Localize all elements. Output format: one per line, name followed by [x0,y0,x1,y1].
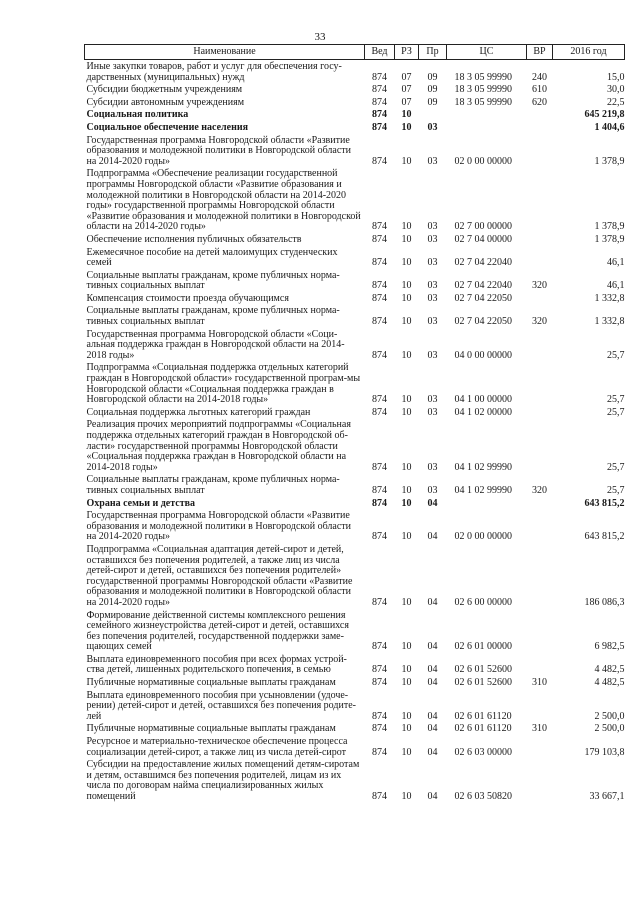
row-amount: 33 667,1 [589,791,625,802]
row-vr [527,406,553,419]
row-ved: 874 [372,71,387,83]
row-amount: 6 982,5 [594,641,625,653]
row-rz: 10 [401,791,412,802]
row-pr: 03 [427,394,438,406]
row-rz: 10 [401,280,412,292]
row-pr: 09 [427,71,438,83]
row-name: Социальная политика [86,109,189,121]
row-pr [419,108,447,121]
row-cs: 04 1 02 99990 [454,461,512,473]
row-ved: 874 [372,257,387,269]
row-name: Подпрограмма «Обеспечение реализации государственной программы Новгородской области «Развитие образования и молодежной политики в Новгородской области на 2014-2020 годы» государственной программы Новгородской области «Развитие образования и молодежной политики в Новгородской области на 2014-2020 годы» [86,168,361,233]
row-ved: 874 [372,641,387,653]
row-ved: 874 [372,292,387,304]
row-amount: 15,0 [607,71,625,83]
row-cs: 04 1 00 00000 [454,394,512,406]
row-pr: 03 [427,484,438,496]
row-name: Выплата единовременного пособия при всех формах устрой-ства детей, лишенных родительского попечения, в семью [86,653,347,676]
row-amount: 186 086,3 [584,596,625,608]
row-pr: 09 [427,96,438,108]
table-row [85,246,625,269]
row-amount: 643 815,2 [584,497,625,509]
row-cs: 02 0 00 00000 [454,531,512,543]
row-name: Социальная поддержка льготных категорий граждан [86,406,311,418]
row-vr [527,328,553,362]
row-rz: 10 [401,596,412,608]
table-row [85,609,625,653]
table-row [85,167,625,233]
row-pr: 03 [427,221,438,233]
row-pr: 04 [427,641,438,653]
row-name: Реализация прочих мероприятий подпрограммы «Социальная поддержка отдельных категорий граждан в Новгородской об-ласти» государственной программы Новгородской области «Социальная поддержка граждан в Новгородской области на 2014-2018 годы» [86,419,351,473]
row-vr: 310 [532,677,547,689]
row-rz: 07 [401,84,412,96]
row-amount: 25,7 [607,461,625,473]
row-amount: 30,0 [607,84,625,96]
row-amount: 25,7 [607,406,625,418]
row-vr: 310 [532,723,547,735]
row-ved: 874 [372,316,387,328]
table-row [85,108,625,121]
row-ved: 874 [372,723,387,735]
row-rz: 10 [401,461,412,473]
row-rz: 10 [401,109,412,121]
row-rz: 10 [401,497,412,509]
row-cs [447,121,527,134]
row-ved: 874 [372,406,387,418]
row-rz: 10 [401,221,412,233]
row-vr [527,418,553,473]
row-ved: 874 [372,84,387,96]
row-amount: 1 378,9 [594,221,625,233]
row-amount: 46,1 [607,257,625,269]
table-row [85,509,625,543]
header-cs: ЦС [447,45,527,60]
row-cs: 02 6 03 00000 [454,746,512,758]
row-vr [527,167,553,233]
header-year: 2016 год [553,45,625,60]
row-name: Государственная программа Новгородской области «Развитие образования и молодежной политики в Новгородской области на 2014-2020 годы» [86,134,352,167]
row-pr: 03 [427,461,438,473]
row-pr: 03 [427,121,438,133]
table-row [85,543,625,609]
row-amount: 1 332,8 [594,316,625,328]
row-amount: 2 500,0 [594,710,625,722]
row-rz: 10 [401,349,412,361]
row-name: Публичные нормативные социальные выплаты гражданам [86,677,336,689]
row-vr [527,543,553,609]
row-vr [527,509,553,543]
row-ved: 874 [372,155,387,167]
row-cs: 02 6 01 52600 [454,664,512,676]
row-rz: 10 [401,641,412,653]
table-row [85,83,625,96]
row-cs [447,108,527,121]
table-row [85,418,625,473]
page-number: 33 [314,31,326,43]
budget-table [84,44,625,803]
row-cs: 18 3 05 99990 [454,96,512,108]
row-name: Субсидии бюджетным учреждениям [86,84,243,96]
row-cs: 02 6 01 61120 [454,710,512,722]
row-name: Государственная программа Новгородской области «Развитие образования и молодежной политики в Новгородской области на 2014-2020 годы» [86,510,352,543]
row-vr [527,292,553,305]
row-cs: 02 0 00 00000 [454,155,512,167]
row-pr: 04 [427,723,438,735]
table-row [85,361,625,405]
row-amount: 1 378,9 [594,233,625,245]
row-vr [527,246,553,269]
row-name: Социальные выплаты гражданам, кроме публичных норма-тивных социальных выплат [86,305,340,328]
row-ved: 874 [372,121,387,133]
row-amount: 25,7 [607,394,625,406]
row-pr: 04 [427,746,438,758]
row-vr [527,108,553,121]
row-rz: 07 [401,96,412,108]
table-row [85,676,625,689]
row-cs: 04 0 00 00000 [454,349,512,361]
table-row [85,134,625,168]
row-name: Субсидии автономным учреждениям [86,96,245,108]
row-ved: 874 [372,677,387,689]
row-amount: 25,7 [607,349,625,361]
row-amount: 1 378,9 [594,155,625,167]
row-pr: 03 [427,233,438,245]
row-rz: 10 [401,677,412,689]
row-name: Иные закупки товаров, работ и услуг для обеспечения госу-дарственных (муниципальных) нужд [86,61,342,83]
row-name: Социальные выплаты гражданам, кроме публичных норма-тивных социальных выплат [86,474,340,496]
row-pr: 03 [427,292,438,304]
row-ved: 874 [372,497,387,509]
row-ved: 874 [372,791,387,802]
row-amount: 25,7 [607,484,625,496]
row-ved: 874 [372,349,387,361]
row-amount: 179 103,8 [584,746,625,758]
row-cs: 02 6 01 52600 [454,677,512,689]
row-name: Компенсация стоимости проезда обучающимся [86,292,289,304]
row-pr: 03 [427,349,438,361]
header-pr: Пр [419,45,447,60]
row-ved: 874 [372,96,387,108]
row-pr: 03 [427,280,438,292]
row-rz: 10 [401,394,412,406]
row-rz: 10 [401,531,412,543]
table-row [85,233,625,246]
table-row [85,121,625,134]
row-amount: 22,5 [607,96,625,108]
row-name: Ресурсное и материально-техническое обеспечение процесса социализации детей-сирот, а также лиц из числа детей-сирот [86,736,348,758]
row-pr: 04 [427,677,438,689]
row-pr: 04 [427,497,438,509]
header-name: Наименование [85,45,365,60]
row-rz: 10 [401,723,412,735]
row-pr: 03 [427,155,438,167]
row-vr [527,361,553,405]
row-vr [527,609,553,653]
row-ved: 874 [372,221,387,233]
row-cs: 02 7 04 00000 [454,233,512,245]
row-pr: 09 [427,84,438,96]
table-row [85,653,625,676]
row-ved: 874 [372,531,387,543]
row-pr: 04 [427,791,438,802]
row-rz: 10 [401,484,412,496]
row-name: Формирование действенной системы комплексного решения семейного жизнеустройства детей-сирот и детей, оставшихся без попечения родителей, государственной поддержки заме-щающих семей [86,609,349,653]
row-name: Охрана семьи и детства [86,497,196,509]
header-vr: ВР [527,45,553,60]
row-cs: 02 6 01 00000 [454,641,512,653]
row-cs: 02 6 00 00000 [454,596,512,608]
row-name: Обеспечение исполнения публичных обязательств [86,233,302,245]
row-cs: 04 1 02 00000 [454,406,512,418]
row-ved: 874 [372,394,387,406]
row-vr [527,758,553,802]
row-rz: 10 [401,316,412,328]
table-row [85,689,625,723]
row-ved: 874 [372,710,387,722]
row-ved: 874 [372,109,387,121]
row-name: Социальное обеспечение населения [86,121,249,133]
row-vr [527,121,553,134]
header-rz: РЗ [395,45,419,60]
row-name: Подпрограмма «Социальная поддержка отдельных категорий граждан в Новгородской области» государственной програм-мы Новгородской области «Социальная поддержка граждан в Новгородской области на 2014-2018 годы» [86,362,361,406]
table-row [85,96,625,109]
row-cs: 18 3 05 99990 [454,71,512,83]
row-pr: 04 [427,664,438,676]
table-row [85,722,625,735]
row-cs: 02 7 00 00000 [454,221,512,233]
row-pr: 04 [427,531,438,543]
row-rz: 10 [401,121,412,133]
row-vr [527,134,553,168]
table-row [85,292,625,305]
row-cs: 02 7 04 22050 [454,316,512,328]
row-cs [447,497,527,510]
row-name: Публичные нормативные социальные выплаты гражданам [86,723,336,735]
row-rz: 10 [401,233,412,245]
table-row [85,269,625,292]
table-row [85,304,625,327]
row-vr: 320 [532,484,547,496]
row-vr: 240 [532,71,547,83]
table-row [85,497,625,510]
row-pr: 03 [427,257,438,269]
row-vr [527,233,553,246]
row-rz: 10 [401,710,412,722]
row-rz: 10 [401,257,412,269]
table-body [85,60,625,803]
row-name: Субсидии на предоставление жилых помещений детям-сиротам и детям, оставшимся без попечения родителей, лицам из их числа по договорам найма специализированных жилых помещений [86,759,360,802]
row-amount: 1 404,6 [594,121,625,133]
row-amount: 643 815,2 [584,531,625,543]
table-header-row [85,45,625,60]
row-rz: 10 [401,664,412,676]
header-ved: Вед [365,45,395,60]
row-vr [527,497,553,510]
row-name: Подпрограмма «Социальная адаптация детей-сирот и детей, оставшихся без попечения родителей, а также лиц из числа детей-сирот и детей, оставшихся без попечения родителей» государственной программы Новгородской области «Развитие образования и молодежной политики в Новгородской области на 2014-2020 годы» [86,543,353,608]
row-ved: 874 [372,461,387,473]
row-amount: 4 482,5 [594,664,625,676]
row-cs: 18 3 05 99990 [454,84,512,96]
row-amount: 4 482,5 [594,677,625,689]
row-ved: 874 [372,746,387,758]
table-row [85,473,625,496]
row-pr: 04 [427,710,438,722]
row-rz: 10 [401,406,412,418]
row-vr: 320 [532,280,547,292]
row-ved: 874 [372,484,387,496]
row-rz: 10 [401,746,412,758]
row-rz: 10 [401,292,412,304]
row-ved: 874 [372,280,387,292]
table-row [85,735,625,758]
row-rz: 10 [401,155,412,167]
row-amount: 645 219,8 [584,109,625,121]
row-vr [527,653,553,676]
row-cs: 02 7 04 22040 [454,280,512,292]
row-name: Государственная программа Новгородской области «Соци-альная поддержка граждан в Новгородской области на 2014-2018 годы» [86,328,345,361]
row-name: Выплата единовременного пособия при усыновлении (удоче-рении) детей-сирот и детей, оставшихся без попечения родите-лей [86,689,356,722]
row-ved: 874 [372,664,387,676]
row-pr: 04 [427,596,438,608]
row-amount: 1 332,8 [594,292,625,304]
row-vr: 620 [532,96,547,108]
row-vr: 610 [532,84,547,96]
row-rz: 07 [401,71,412,83]
row-name: Социальные выплаты гражданам, кроме публичных норма-тивных социальных выплат [86,269,340,292]
table-row [85,758,625,802]
row-pr: 03 [427,406,438,418]
table-row [85,406,625,419]
row-name: Ежемесячное пособие на детей малоимущих студенческих семей [86,246,338,269]
row-cs: 02 6 01 61120 [454,723,512,735]
row-amount: 2 500,0 [594,723,625,735]
row-ved: 874 [372,233,387,245]
row-ved: 874 [372,596,387,608]
row-vr [527,689,553,723]
row-pr: 03 [427,316,438,328]
row-cs: 04 1 02 99990 [454,484,512,496]
row-amount: 46,1 [607,280,625,292]
row-cs: 02 7 04 22050 [454,292,512,304]
row-vr [527,735,553,758]
row-cs: 02 6 03 50820 [454,791,512,802]
table-row [85,328,625,362]
row-vr: 320 [532,316,547,328]
table-row [85,60,625,84]
row-cs: 02 7 04 22040 [454,257,512,269]
